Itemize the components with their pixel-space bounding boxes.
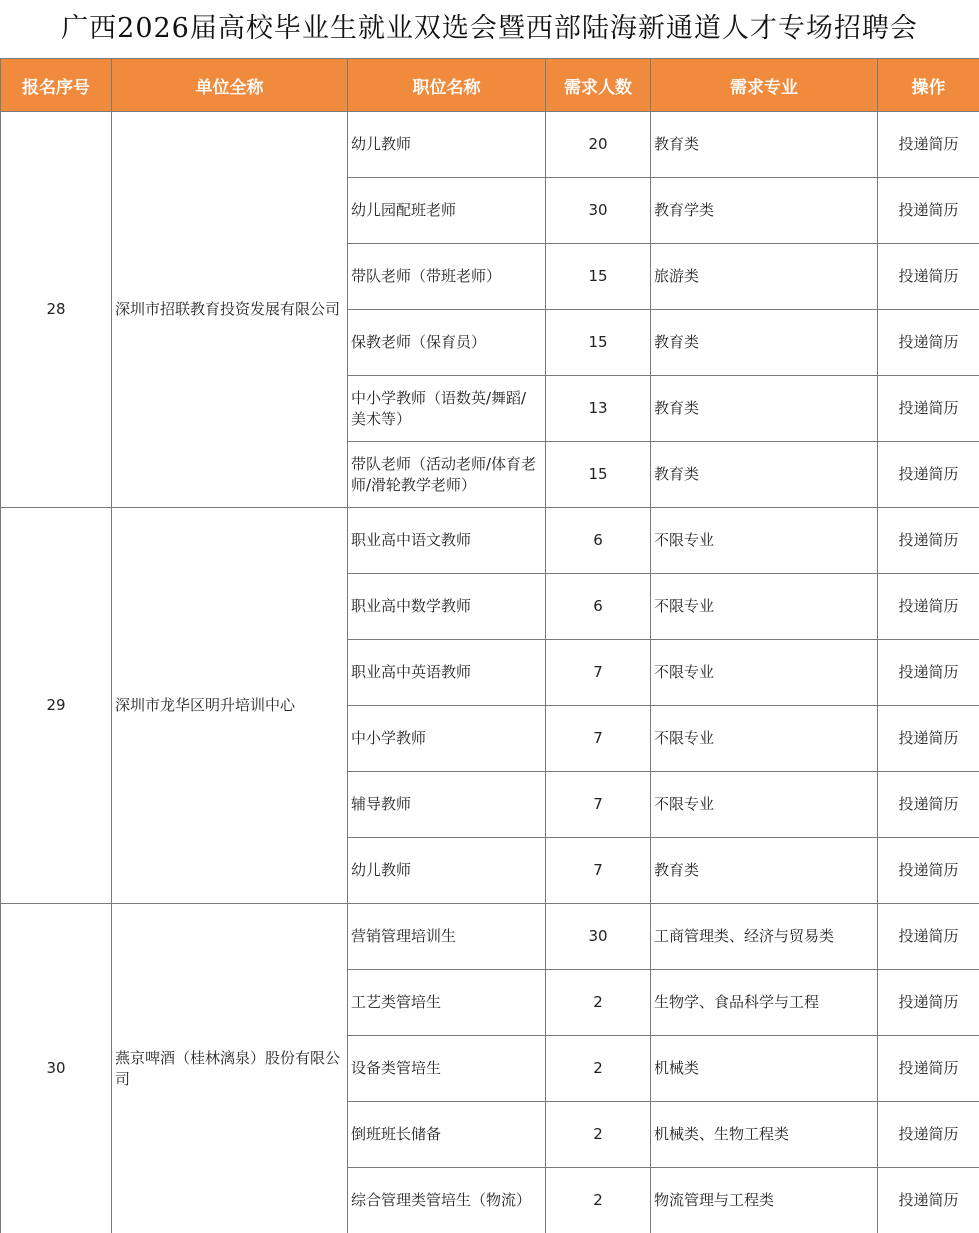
major-cell: 旅游类 — [651, 244, 878, 310]
count-cell: 13 — [546, 376, 651, 442]
submit-resume-button[interactable]: 投递简历 — [878, 772, 979, 838]
submit-resume-button[interactable]: 投递简历 — [878, 970, 979, 1036]
position-cell: 设备类管培生 — [348, 1036, 546, 1102]
position-cell: 幼儿园配班老师 — [348, 178, 546, 244]
count-cell: 15 — [546, 442, 651, 508]
position-cell: 幼儿教师 — [348, 838, 546, 904]
submit-resume-button[interactable]: 投递简历 — [878, 244, 979, 310]
major-cell: 机械类 — [651, 1036, 878, 1102]
major-cell: 教育学类 — [651, 178, 878, 244]
position-cell: 保教老师（保育员） — [348, 310, 546, 376]
submit-resume-button[interactable]: 投递简历 — [878, 112, 979, 178]
company-cell: 深圳市龙华区明升培训中心 — [112, 508, 348, 904]
submit-resume-button[interactable]: 投递简历 — [878, 1168, 979, 1233]
major-cell: 教育类 — [651, 442, 878, 508]
submit-resume-button[interactable]: 投递简历 — [878, 508, 979, 574]
page-title: 广西2026届高校毕业生就业双选会暨西部陆海新通道人才专场招聘会 — [61, 13, 918, 44]
company-cell: 燕京啤酒（桂林漓泉）股份有限公司 — [112, 904, 348, 1233]
position-cell: 营销管理培训生 — [348, 904, 546, 970]
count-cell: 7 — [546, 706, 651, 772]
count-cell: 6 — [546, 508, 651, 574]
header-count: 需求人数 — [546, 59, 651, 112]
header-position: 职位名称 — [348, 59, 546, 112]
table-row — [1, 112, 979, 178]
count-cell: 15 — [546, 244, 651, 310]
position-cell: 职业高中语文教师 — [348, 508, 546, 574]
count-cell: 2 — [546, 1036, 651, 1102]
header-major: 需求专业 — [651, 59, 878, 112]
major-cell: 不限专业 — [651, 772, 878, 838]
count-cell: 2 — [546, 1168, 651, 1233]
submit-resume-button[interactable]: 投递简历 — [878, 376, 979, 442]
submit-resume-button[interactable]: 投递简历 — [878, 706, 979, 772]
position-cell: 职业高中数学教师 — [348, 574, 546, 640]
position-cell: 带队老师（带班老师） — [348, 244, 546, 310]
count-cell: 15 — [546, 310, 651, 376]
table-row — [1, 508, 979, 574]
seq-cell: 30 — [1, 904, 112, 1233]
position-cell: 综合管理类管培生（物流） — [348, 1168, 546, 1233]
submit-resume-button[interactable]: 投递简历 — [878, 904, 979, 970]
major-cell: 教育类 — [651, 310, 878, 376]
submit-resume-button[interactable]: 投递简历 — [878, 574, 979, 640]
major-cell: 工商管理类、经济与贸易类 — [651, 904, 878, 970]
position-cell: 倒班班长储备 — [348, 1102, 546, 1168]
submit-resume-button[interactable]: 投递简历 — [878, 1102, 979, 1168]
major-cell: 不限专业 — [651, 706, 878, 772]
seq-cell: 29 — [1, 508, 112, 904]
major-cell: 教育类 — [651, 376, 878, 442]
header-company: 单位全称 — [112, 59, 348, 112]
submit-resume-button[interactable]: 投递简历 — [878, 310, 979, 376]
count-cell: 2 — [546, 970, 651, 1036]
header-action: 操作 — [878, 59, 979, 112]
count-cell: 2 — [546, 1102, 651, 1168]
submit-resume-button[interactable]: 投递简历 — [878, 442, 979, 508]
major-cell: 不限专业 — [651, 640, 878, 706]
position-cell: 带队老师（活动老师/体育老师/滑轮教学老师） — [348, 442, 546, 508]
major-cell: 机械类、生物工程类 — [651, 1102, 878, 1168]
major-cell: 不限专业 — [651, 574, 878, 640]
submit-resume-button[interactable]: 投递简历 — [878, 178, 979, 244]
major-cell: 教育类 — [651, 838, 878, 904]
major-cell: 教育类 — [651, 112, 878, 178]
header-seq: 报名序号 — [1, 59, 112, 112]
job-table — [0, 58, 979, 1233]
position-cell: 职业高中英语教师 — [348, 640, 546, 706]
submit-resume-button[interactable]: 投递简历 — [878, 838, 979, 904]
count-cell: 7 — [546, 838, 651, 904]
count-cell: 30 — [546, 904, 651, 970]
count-cell: 20 — [546, 112, 651, 178]
major-cell: 物流管理与工程类 — [651, 1168, 878, 1233]
seq-cell: 28 — [1, 112, 112, 508]
major-cell: 生物学、食品科学与工程 — [651, 970, 878, 1036]
position-cell: 幼儿教师 — [348, 112, 546, 178]
count-cell: 6 — [546, 574, 651, 640]
company-cell: 深圳市招联教育投资发展有限公司 — [112, 112, 348, 508]
major-cell: 不限专业 — [651, 508, 878, 574]
count-cell: 7 — [546, 640, 651, 706]
submit-resume-button[interactable]: 投递简历 — [878, 640, 979, 706]
position-cell: 工艺类管培生 — [348, 970, 546, 1036]
table-row — [1, 904, 979, 970]
count-cell: 7 — [546, 772, 651, 838]
table-header-row — [1, 59, 979, 112]
count-cell: 30 — [546, 178, 651, 244]
position-cell: 辅导教师 — [348, 772, 546, 838]
position-cell: 中小学教师 — [348, 706, 546, 772]
position-cell: 中小学教师（语数英/舞蹈/美术等） — [348, 376, 546, 442]
submit-resume-button[interactable]: 投递简历 — [878, 1036, 979, 1102]
